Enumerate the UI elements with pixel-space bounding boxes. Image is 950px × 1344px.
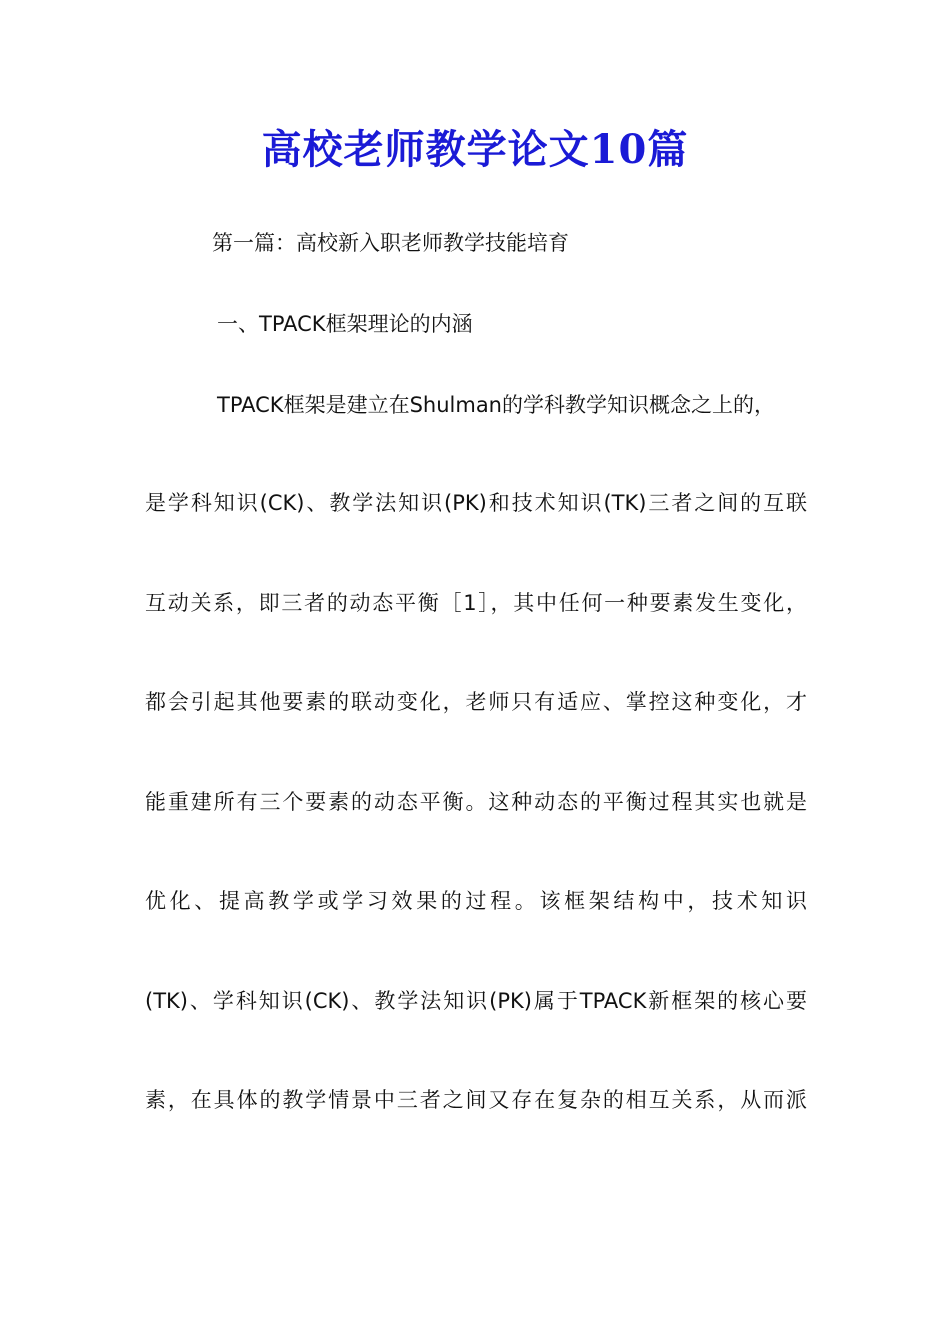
document-title: 高校老师教学论文10篇 xyxy=(261,126,689,173)
paragraph-line: TPACK框架是建立在Shulman的学科教学知识概念之上的， xyxy=(217,393,775,417)
paragraph-line: 都会引起其他要素的联动变化，老师只有适应、掌控这种变化，才 xyxy=(145,690,807,714)
subsection-heading: 一、TPACK框架理论的内涵 xyxy=(217,312,473,336)
paragraph-line: 能重建所有三个要素的动态平衡。这种动态的平衡过程其实也就是 xyxy=(145,790,807,814)
paragraph-line: 是学科知识(CK)、教学法知识(PK)和技术知识(TK)三者之间的互联 xyxy=(145,491,807,515)
paragraph-line: (TK)、学科知识(CK)、教学法知识(PK)属于TPACK新框架的核心要 xyxy=(145,989,807,1013)
paragraph-line: 优化、提高教学或学习效果的过程。该框架结构中，技术知识 xyxy=(145,889,807,913)
paragraph-line: 素，在具体的教学情景中三者之间又存在复杂的相互关系，从而派 xyxy=(145,1088,807,1112)
section-heading: 第一篇：高校新入职老师教学技能培育 xyxy=(212,231,569,255)
paragraph-line: 互动关系，即三者的动态平衡［1］，其中任何一种要素发生变化， xyxy=(145,591,807,615)
